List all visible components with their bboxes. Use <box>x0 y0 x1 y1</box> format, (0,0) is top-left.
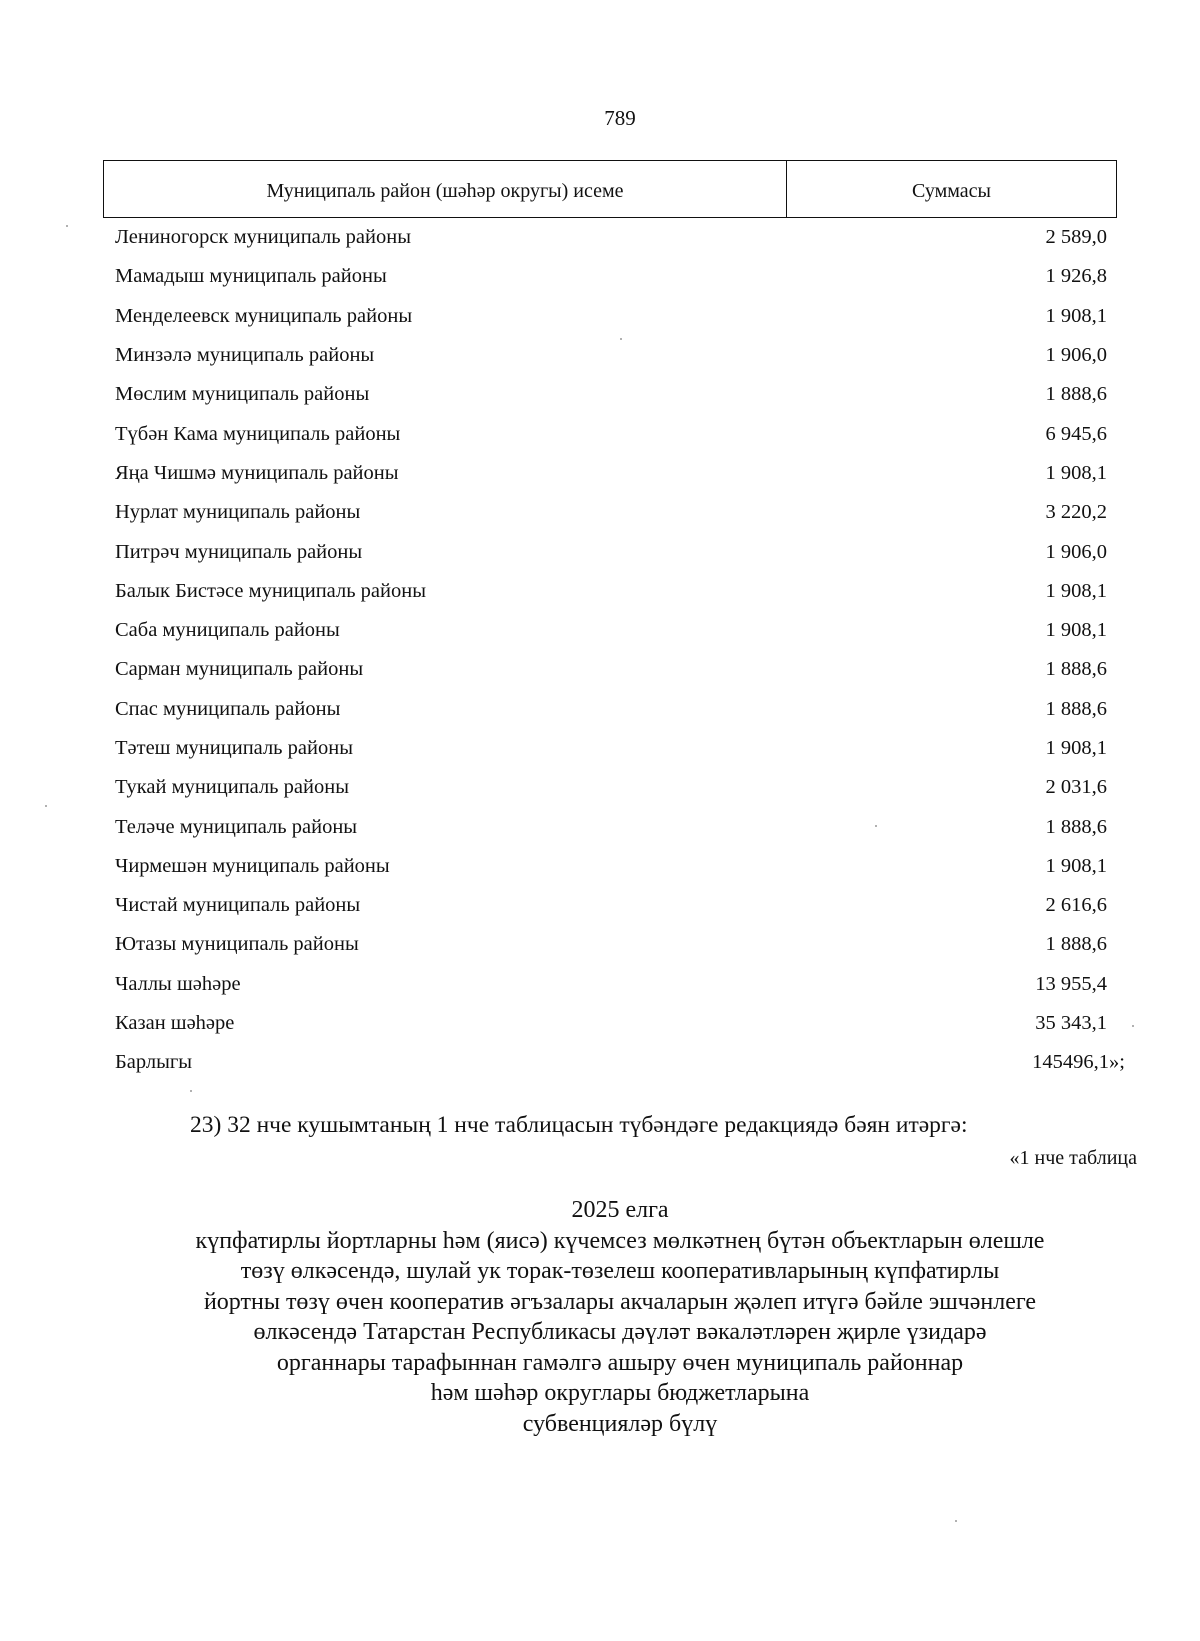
title-line: йортны төзү өчен кооператив әгъзалары акчаларын җәлеп итүгә бәйле эшчәнлеге <box>203 1288 1037 1315</box>
table-row <box>103 965 1115 1004</box>
title-line: өлкәсендә Татарстан Республикасы дәүләт вәкаләтләрен җирле үзидарә <box>253 1319 987 1345</box>
row-name: Түбән Кама муниципаль районы <box>115 422 401 445</box>
row-sum: 1 908,1 <box>1045 619 1107 642</box>
table-row <box>103 257 1115 296</box>
row-sum: 13 955,4 <box>1035 972 1107 995</box>
scan-speck <box>190 1090 192 1092</box>
row-name: Сарман муниципаль районы <box>115 658 364 681</box>
table-row <box>103 1004 1115 1043</box>
table-row <box>103 807 1115 846</box>
row-sum: 1 906,0 <box>1045 344 1107 367</box>
row-name: Спас муниципаль районы <box>115 697 341 720</box>
scan-speck <box>955 1520 957 1522</box>
row-name: Ютазы муниципаль районы <box>115 933 359 956</box>
table-row <box>103 925 1115 964</box>
row-sum: 1 888,6 <box>1045 658 1107 681</box>
table-row <box>103 493 1115 532</box>
row-name: Казан шәһәре <box>115 1012 235 1035</box>
title-line: һәм шәһәр округлары бюджетларына <box>430 1380 810 1406</box>
table-label: «1 нче таблица <box>1009 1147 1137 1169</box>
row-name: Мамадыш муниципаль районы <box>115 265 387 288</box>
row-name: Питрәч муниципаль районы <box>115 540 363 563</box>
table-row <box>103 611 1115 650</box>
table-title <box>0 1195 1200 1439</box>
row-sum: 1 888,6 <box>1045 815 1107 838</box>
scan-speck <box>620 338 622 340</box>
table-row <box>103 729 1115 768</box>
table-row <box>103 886 1115 925</box>
row-sum: 1 908,1 <box>1045 737 1107 759</box>
title-line: органнары тарафыннан гамәлгә ашыру өчен муниципаль районнар <box>276 1349 964 1376</box>
total-sum: 145496,1»; <box>1032 1051 1125 1074</box>
title-line: төзү өлкәсендә, шулай ук торак-төзелеш кооперативларының күпфатирлы <box>240 1258 1000 1284</box>
table-row <box>103 690 1115 729</box>
row-name: Чистай муниципаль районы <box>115 894 361 917</box>
row-sum: 2 616,6 <box>1045 894 1107 917</box>
table-row <box>103 336 1115 375</box>
table-row <box>103 218 1115 257</box>
row-name: Саба муниципаль районы <box>115 619 340 642</box>
row-sum: 2 031,6 <box>1045 776 1107 799</box>
row-sum: 1 888,6 <box>1045 933 1107 956</box>
row-name: Чирмешән муниципаль районы <box>115 854 390 877</box>
row-name: Менделеевск муниципаль районы <box>115 304 413 327</box>
row-name: Теләче муниципаль районы <box>115 815 358 838</box>
row-name: Чаллы шәһәре <box>115 972 241 995</box>
row-sum: 3 220,2 <box>1045 501 1107 524</box>
row-sum: 1 908,1 <box>1045 461 1107 484</box>
table-row <box>103 532 1115 571</box>
row-name: Тукай муниципаль районы <box>115 776 349 799</box>
row-name: Яңа Чишмә муниципаль районы <box>115 461 399 484</box>
row-sum: 1 888,6 <box>1045 383 1107 406</box>
title-line: 2025 елга <box>571 1197 669 1223</box>
row-sum: 1 908,1 <box>1045 304 1107 327</box>
table-row <box>103 847 1115 886</box>
row-sum: 1 888,6 <box>1045 697 1107 720</box>
row-name: Тәтеш муниципаль районы <box>115 737 353 759</box>
column-header-name: Муниципаль район (шәһәр округы) исеме <box>104 161 787 217</box>
row-name: Мөслим муниципаль районы <box>115 383 370 406</box>
table-header <box>103 160 1117 218</box>
row-sum: 1 908,1 <box>1045 854 1107 877</box>
scan-speck <box>66 225 68 227</box>
scan-speck <box>875 825 877 827</box>
table-row <box>103 650 1115 689</box>
row-name: Минзәлә муниципаль районы <box>115 344 375 367</box>
table-row <box>103 454 1115 493</box>
page-number: 789 <box>604 106 636 130</box>
table-body <box>103 218 1125 1083</box>
scan-speck <box>1132 1025 1134 1027</box>
table-row <box>103 414 1115 453</box>
total-label: Барлыгы <box>115 1051 193 1074</box>
table-row <box>103 768 1115 807</box>
total-row <box>103 1043 1125 1082</box>
row-name: Лениногорск муниципаль районы <box>115 226 411 249</box>
row-name: Балык Бистәсе муниципаль районы <box>115 579 426 602</box>
title-line: күпфатирлы йортларны һәм (яисә) күчемсез мөлкәтнең бүтән объектларын өлешле <box>195 1227 1045 1254</box>
column-header-sum: Суммасы <box>912 179 991 202</box>
scan-speck <box>45 805 47 807</box>
row-name: Нурлат муниципаль районы <box>115 501 361 524</box>
row-sum: 1 908,1 <box>1045 579 1107 602</box>
row-sum: 35 343,1 <box>1035 1012 1107 1035</box>
table-row <box>103 297 1115 336</box>
row-sum: 6 945,6 <box>1045 422 1107 445</box>
amendment-instruction: 23) 32 нче кушымтаның 1 нче таблицасын түбәндәге редакциядә бәян итәргә: <box>190 1112 968 1138</box>
row-sum: 2 589,0 <box>1045 226 1107 249</box>
table-row <box>103 375 1115 414</box>
row-sum: 1 906,0 <box>1045 540 1107 563</box>
title-line: субвенцияләр бүлү <box>522 1410 718 1437</box>
row-sum: 1 926,8 <box>1045 265 1107 288</box>
table-row <box>103 572 1115 611</box>
